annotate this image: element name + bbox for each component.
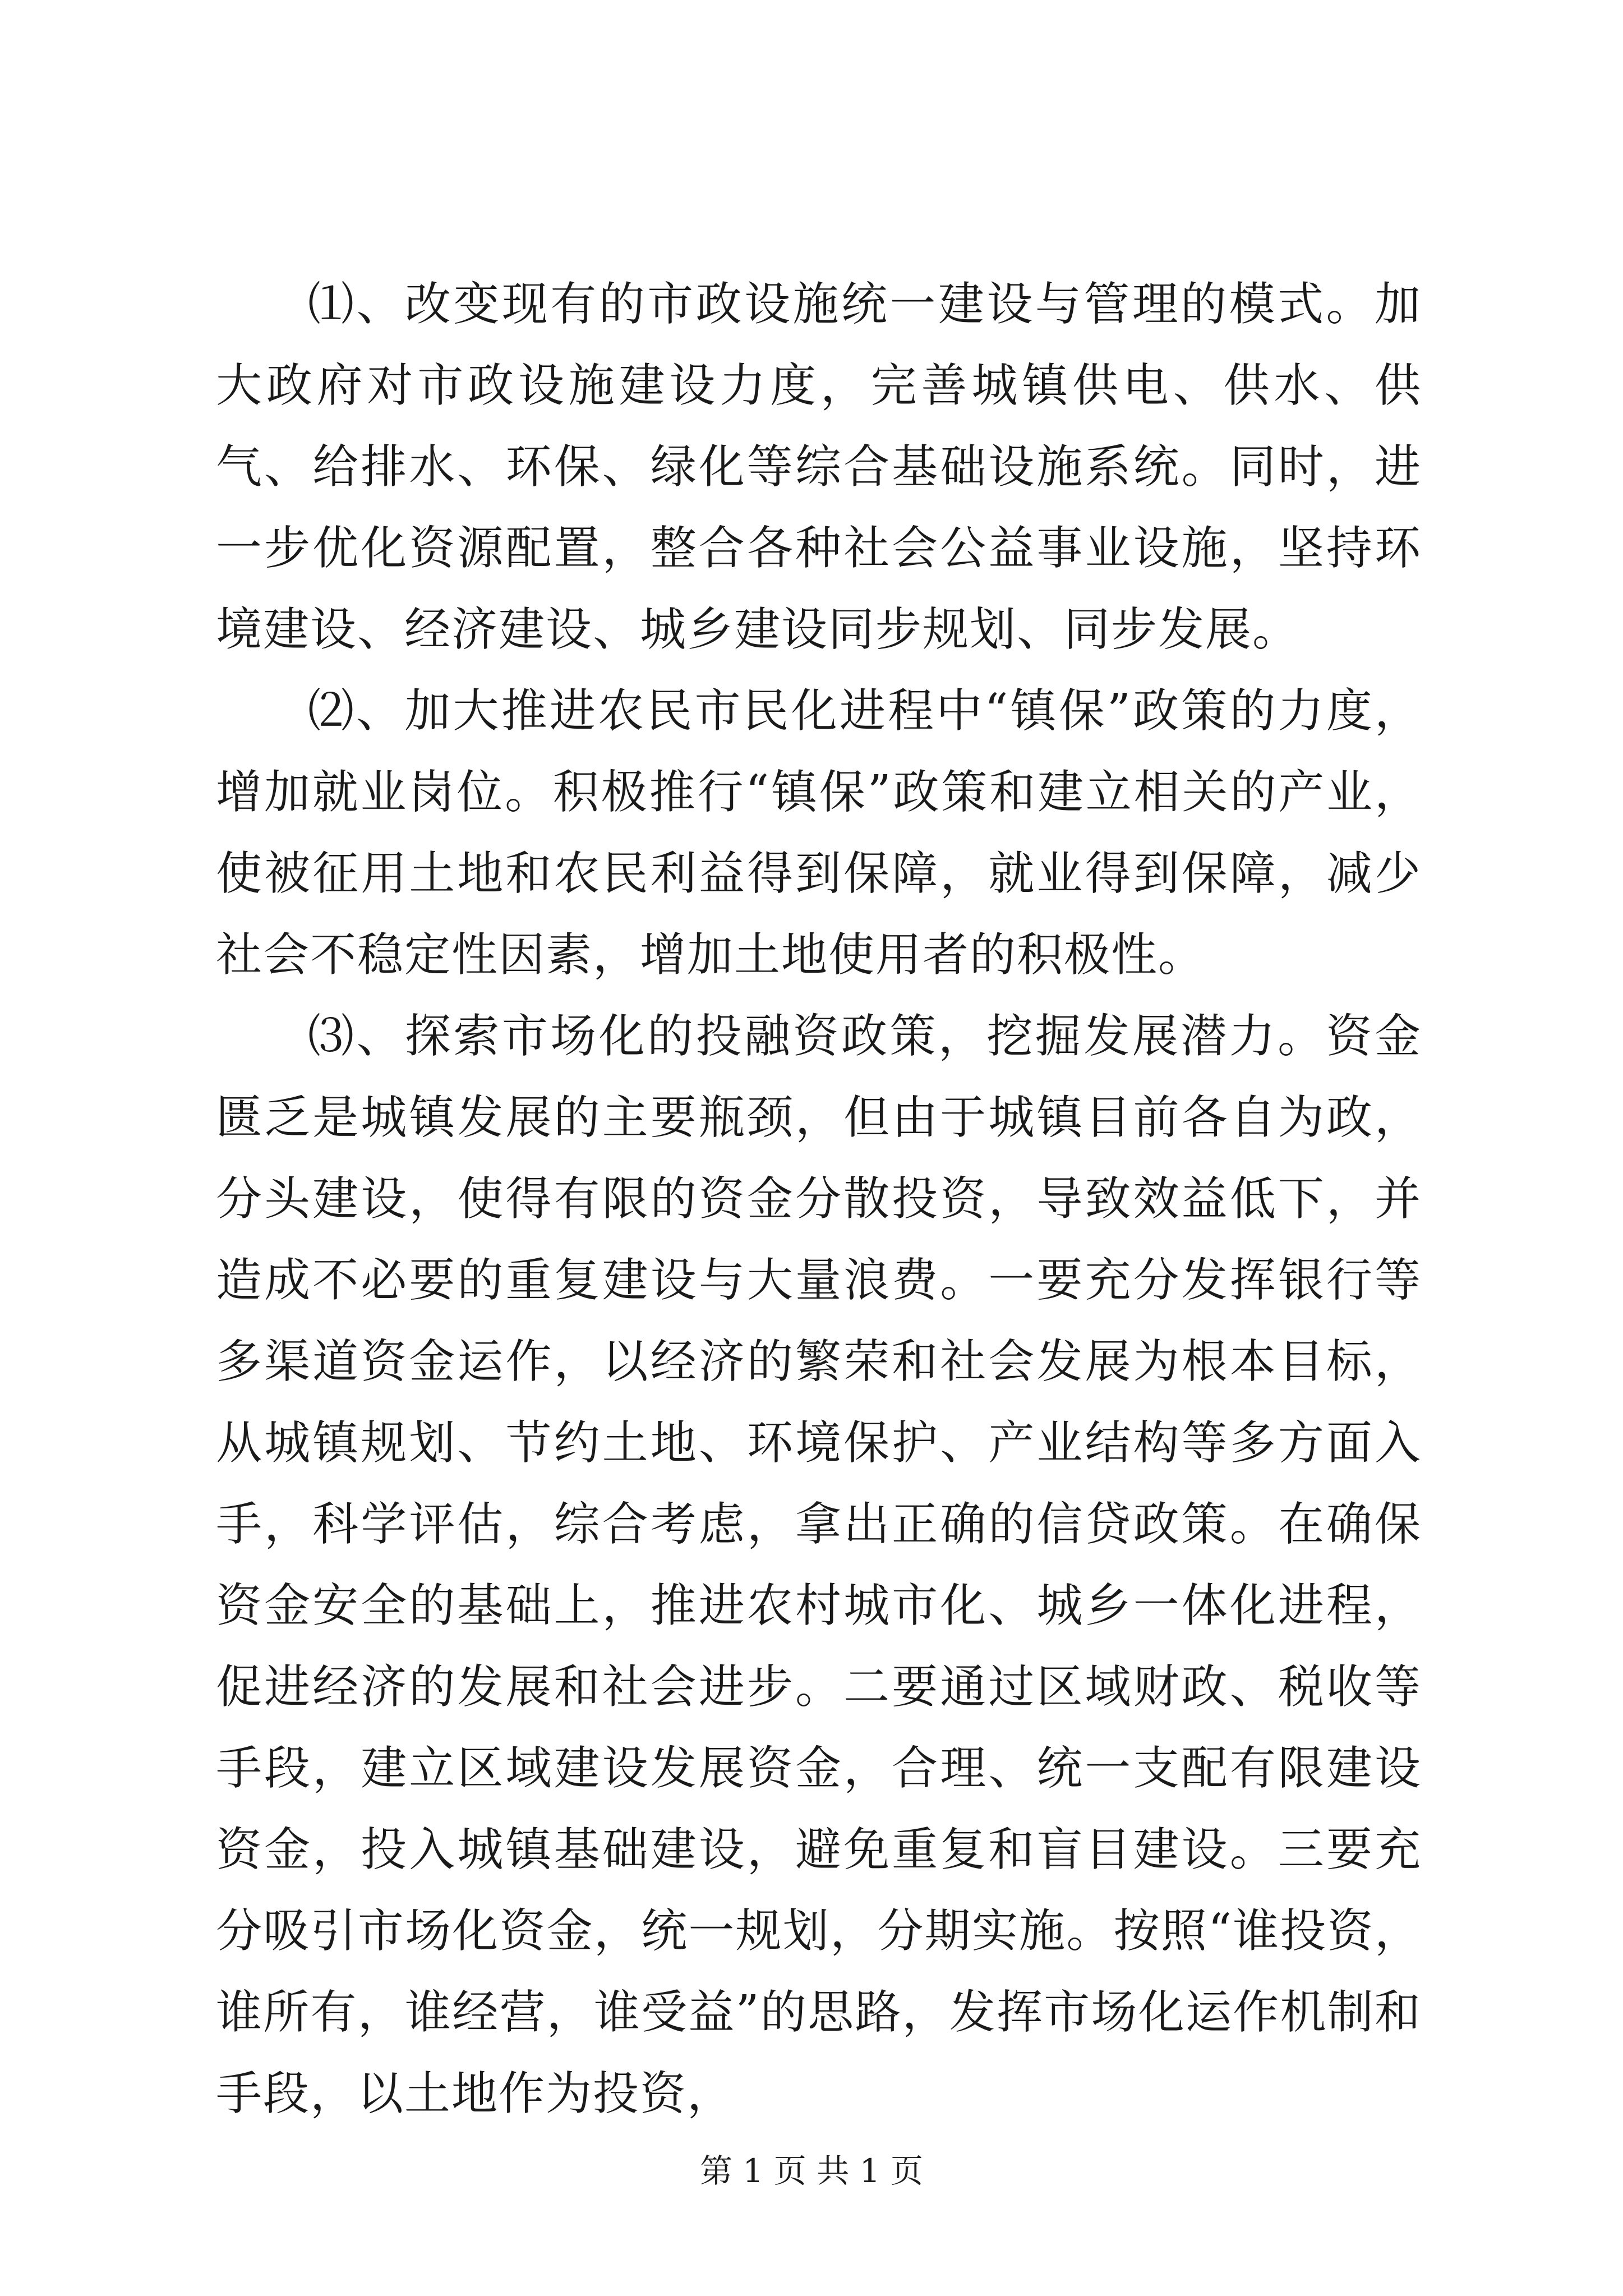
page-footer — [0, 2151, 1623, 2191]
paragraph-1: ⑴、改变现有的市政设施统一建设与管理的模式。加大政府对市政设施建设力度，完善城镇供电、供水、供气、给排水、环保、绿化等综合基础设施系统。同时，进一步优化资源配置，整合各种社会公益事业设施，坚持环境建设、经济建设、城乡建设同步规划、同步发展。 — [216, 278, 1422, 656]
paragraph-2: ⑵、加大推进农民市民化进程中“镇保”政策的力度，增加就业岗位。积极推行“镇保”政策和建立相关的产业，使被征用土地和农民利益得到保障，就业得到保障，减少社会不稳定性因素，增加土地使用者的积极性。 — [216, 684, 1422, 982]
document-body — [216, 264, 1422, 2134]
page-number-label: 第 1 页 共 1 页 — [700, 2152, 923, 2190]
paragraph-3: ⑶、探索市场化的投融资政策，挖掘发展潜力。资金匮乏是城镇发展的主要瓶颈，但由于城镇目前各自为政，分头建设，使得有限的资金分散投资，导致效益低下，并造成不必要的重复建设与大量浪费。一要充分发挥银行等多渠道资金运作，以经济的繁荣和社会发展为根本目标，从城镇规划、节约土地、环境保护、产业结构等多方面入手，科学评估，综合考虑，拿出正确的信贷政策。在确保资金安全的基础上，推进农村城市化、城乡一体化进程，促进经济的发展和社会进步。二要通过区域财政、税收等手段，建立区域建设发展资金，合理、统一支配有限建设资金，投入城镇基础建设，避免重复和盲目建设。三要充分吸引市场化资金，统一规划，分期实施。按照“谁投资，谁所有，谁经营，谁受益”的思路，发挥市场化运作机制和手段，以土地作为投资， — [216, 1010, 1422, 2120]
